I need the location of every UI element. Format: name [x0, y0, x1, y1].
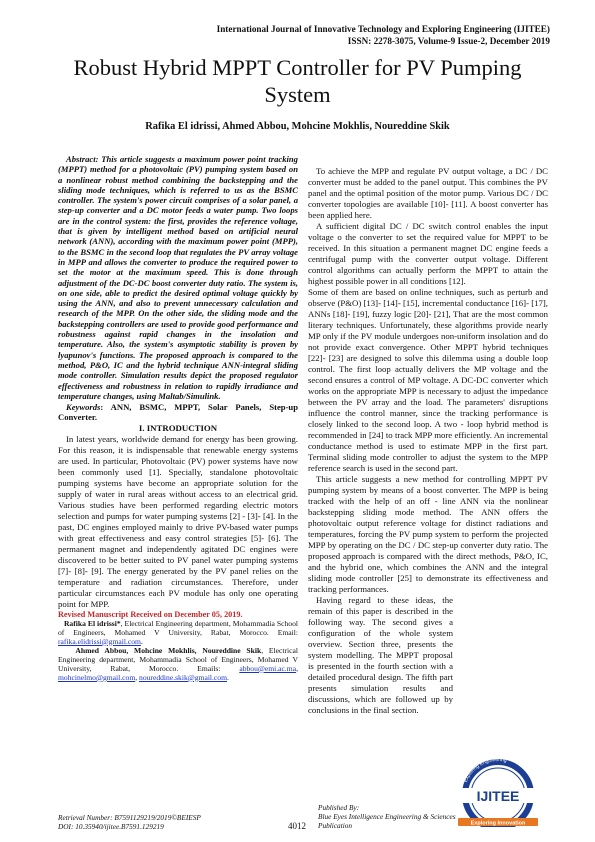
- footer-left: [58, 813, 201, 831]
- email-link-1[interactable]: rafika.elidrissi@gmail.com: [58, 636, 141, 646]
- footnotes: [58, 610, 298, 682]
- paper-title: Robust Hybrid MPPT Controller for PV Pumping System: [73, 55, 522, 107]
- logo-ring-text: Exploring Engineering: [462, 756, 508, 784]
- journal-header: [130, 23, 550, 47]
- body-paragraph: A sufficient digital DC / DC switch control enables the input voltage o the converter to set the required value for MPPT to be received. In this situation a permanent magnet DC engine feeds a centrifugal pump with the converter output voltage. Different control algorithms can actually perform the MPPT to attain the highest possible power in all conditions [12].: [308, 221, 548, 286]
- body-paragraph: Having regard to these ideas, the remain of this paper is described in the following way. The second gives a configuration of the whole system overview. Section three, presents the system modelling. The MPPT proposal is presented in the fourth section with a detailed procedural design. The fifth part presents simulation results and discussions, which are followed up by conclusions in the final section.: [308, 595, 453, 715]
- publisher: Blue Eyes Intelligence Engineering & Sciences: [318, 812, 456, 821]
- page-number: 4012: [288, 821, 306, 831]
- publication: Publication: [318, 821, 353, 830]
- keywords-label: Keywords: [66, 402, 101, 413]
- body-paragraph: Some of them are based on online techniques, such as perturb and observe (P&O) [13]- [14]- [15], incremental conductance [16]- [17], ANNs [18]- [19], fuzzy logic [20]- [21], That are the most common literary techniques. Unfortunately, these algorithms provide nearly MP only if the PV module undergoes non-uniform insolation and do not provide exact convergence. Other MPPT hybrid techniques [22]- [23] are designed to solve this dilemma using a double loop control. The first loop actually delivers the MP voltage and the second ensures a control of MP voltage. A DC-DC converter which works on the appropriate MPP is necessary to adjust the impedance between the PV array and the load. The parameters' disruptions influence the control manner, since the tracking performance is closely linked to the second loop. A two - loop hybrid method is recommended in [24] to track MPP more efficiently. An incremental conductance method is used to estimate MPP in the first part. Terminal sliding mode controller to adjust the system to the MPP reference search is used in the second part.: [308, 287, 548, 473]
- left-column: [58, 154, 298, 682]
- email-link-3[interactable]: mohcinelmo@gmail.com: [58, 672, 136, 682]
- intro-paragraph: In latest years, worldwide demand for energy has been growing. For this reason, it is indispensable that renewable energy systems are used. In particular, Photovoltaic (PV) power systems have now been commonly used [1]. Specially, standalone photovoltaic pumping systems have become an appropriate solution for the supply of water in rural areas without access to an electrical grid. Various studies have been performed regarding electric motors selection and pumps for water pumping systems [2] - [3]- [4]. In the past, DC engines employed mainly to drive PV-based water pumps with great effectiveness and easy control strategies [5]- [6]. The permanent magnet and independently agitated DC engines were discovered to be better suited to PV panel water pumping systems [7]- [8]- [9]. The energy generated by the PV panel relies on the temperature and radiation circumstances. Therefore, under particular circumstances each PV module has only one operating point for MPP.: [58, 433, 298, 609]
- body-paragraph: This article suggests a new method for controlling MPPT PV pumping system by means of a boost converter. The MPP is being tracked with the help of an off - line ANN via the nonlinear backstepping sliding mode method. The ANN offers the photovoltaic output reference voltage for distinct radiations and temperatures, forcing the PV pump system to perform the projected MPP by operating on the DC / DC step-up converter duty ratio. The proposed approach is compared with the direct methods, P&O, IC, and the hybrid one, which combines the ANN and the integral sliding mode controller [25] to demonstrate its effectiveness and tracking performances.: [308, 474, 548, 594]
- logo-tagline: Exploring Innovation: [470, 820, 526, 827]
- abstract: [58, 154, 298, 401]
- email-link-4[interactable]: noureddine.skik@gmail.com: [139, 672, 228, 682]
- journal-name: International Journal of Innovative Technology and Exploring Engineering (IJITEE): [216, 24, 550, 34]
- author-note-2: Ahmed Abbou, Mohcine Mokhlis, Noureddine Skik, Electrical Engineering department, Mohammadia School of Engineers, Mohamed V University, Rabat, Morocco. Emails: abbou@emi.ac.ma, mohcinelmo@gmail.com, noureddine.skik@gmail.com.: [58, 645, 298, 682]
- author-note-1: Rafika El idrissi*, Electrical Engineering department, Mohammadia School of Engineers, Mohamed V University, Rabat, Morocco. Email: rafika.elidrissi@gmail.com.: [58, 618, 299, 646]
- doi: DOI: 10.35940/ijitee.B7591.129219: [58, 822, 164, 831]
- keywords-text: : ANN, BSMC, MPPT, Solar Panels, Step-up Converter.: [58, 402, 298, 423]
- retrieval-number: Retrieval Number: B7591129219/2019©BEIESP: [58, 813, 201, 822]
- section-heading-introduction: I. INTRODUCTION: [138, 422, 218, 433]
- abstract-text: This article suggests a maximum power point tracking (MPPT) method for a photovoltaic (PV) pumping system based on a nonlinear robust method combining the backstepping and the sliding mode techniques, which is referred to us as the BSMC controller. The system's power circuit comprises of a solar panel, a step-up converter and a DC motor feeds a water pump. Two loops are in the control system: the first, provides the reference voltage, that is given by intelligent method based on artificial neural network (ANN), according with the maximum power point (MPP), to the BSMC in the second loop that regulates the PV array voltage in MPP and allows the converter to produce the required power to set the motor at the maximum speed. This is done through adjustment of the DC-DC boost converter duty ratio. The system is, on one side, able to predict the desired optimal voltage quickly by using the ANN, and also to prevent unnecessary calculation and research of the MPP. On the other side, the sliding mode and the backstepping controllers are used to provide good performance and robustness against rapid changes in the insolation and temperature. Also, the system's asymptotic stability is proven by lyapunov's functions. The proposed approach is compared to the method, P&O, IC and the hybrid technique ANN-integral sliding mode controller. Simulation results depict the proposed regulator effectiveness and robustness in relation to rapidly irradiance and temperature changes, using Maltab/Simulink.: [58, 154, 298, 401]
- journal-issn: ISSN: 2278-3075, Volume-9 Issue-2, December 2019: [347, 36, 550, 46]
- paper-authors: Rafika El idrissi, Ahmed Abbou, Mohcine Mokhlis, Noureddine Skik: [145, 121, 450, 132]
- email-link-2[interactable]: abbou@emi.ac.ma: [239, 663, 297, 673]
- body-paragraph: To achieve the MPP and regulate PV output voltage, a DC / DC converter must be added to the panel output. This combines the PV panel and the optimal position of the motor pump. Various DC / DC converter topologies are available [10]- [11]. A boost converter has been applied here.: [308, 166, 548, 220]
- keywords: [58, 402, 298, 423]
- right-column: [308, 166, 548, 716]
- logo-name: IJITEE: [476, 788, 520, 804]
- footer-right: [318, 803, 456, 830]
- abstract-label: Abstract:: [66, 154, 99, 164]
- published-by: Published By:: [318, 803, 360, 812]
- revised-note: Revised Manuscript Received on December 05, 2019.: [58, 609, 243, 619]
- ijitee-logo: [452, 755, 544, 827]
